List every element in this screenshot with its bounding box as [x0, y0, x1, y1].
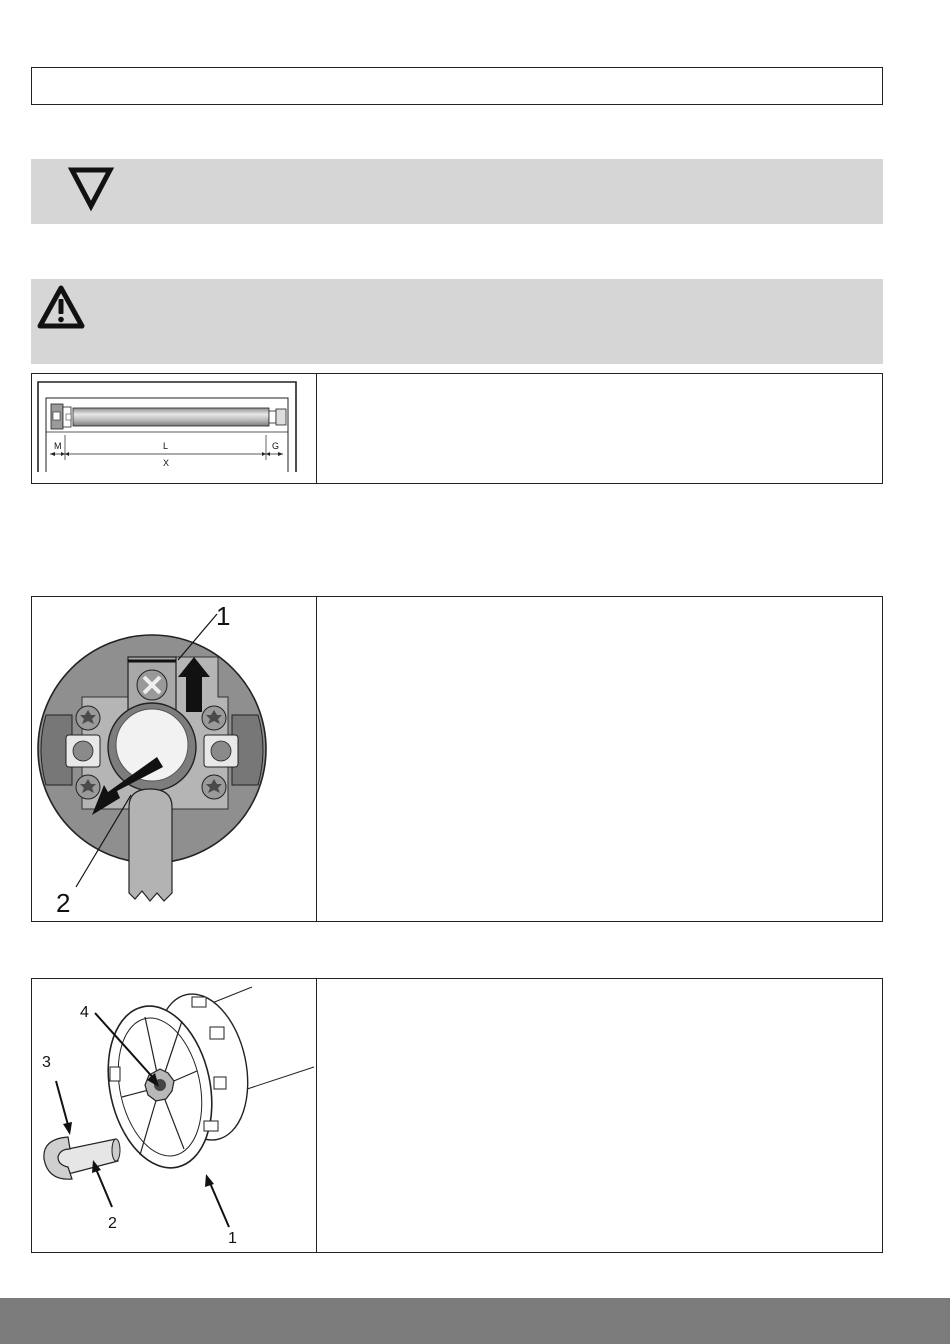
callout-1: 1	[228, 1230, 237, 1247]
caution-banner	[31, 159, 883, 224]
dimension-section	[31, 373, 883, 484]
drive-adapter-diagram	[32, 597, 316, 921]
callout-2: 2	[56, 888, 71, 918]
dimension-label-l: L	[163, 441, 169, 451]
callout-4: 4	[80, 1004, 89, 1021]
end-cap-section	[31, 978, 883, 1253]
column-divider	[316, 597, 317, 921]
header-box	[31, 67, 883, 105]
warning-banner	[31, 279, 883, 364]
column-divider	[316, 979, 317, 1252]
dimension-label-x: X	[163, 458, 170, 468]
caution-triangle-icon	[66, 164, 116, 214]
tube-dimension-diagram	[32, 374, 316, 483]
column-divider	[316, 374, 317, 483]
callout-3: 3	[42, 1054, 51, 1071]
drive-adapter-section	[31, 596, 883, 922]
footer-bar	[0, 1298, 950, 1344]
callout-1: 1	[216, 601, 231, 631]
dimension-label-m: M	[54, 441, 62, 451]
dimension-label-g: G	[272, 441, 280, 451]
end-cap-diagram	[32, 979, 316, 1252]
callout-2: 2	[108, 1215, 117, 1232]
warning-triangle-icon	[35, 282, 87, 332]
